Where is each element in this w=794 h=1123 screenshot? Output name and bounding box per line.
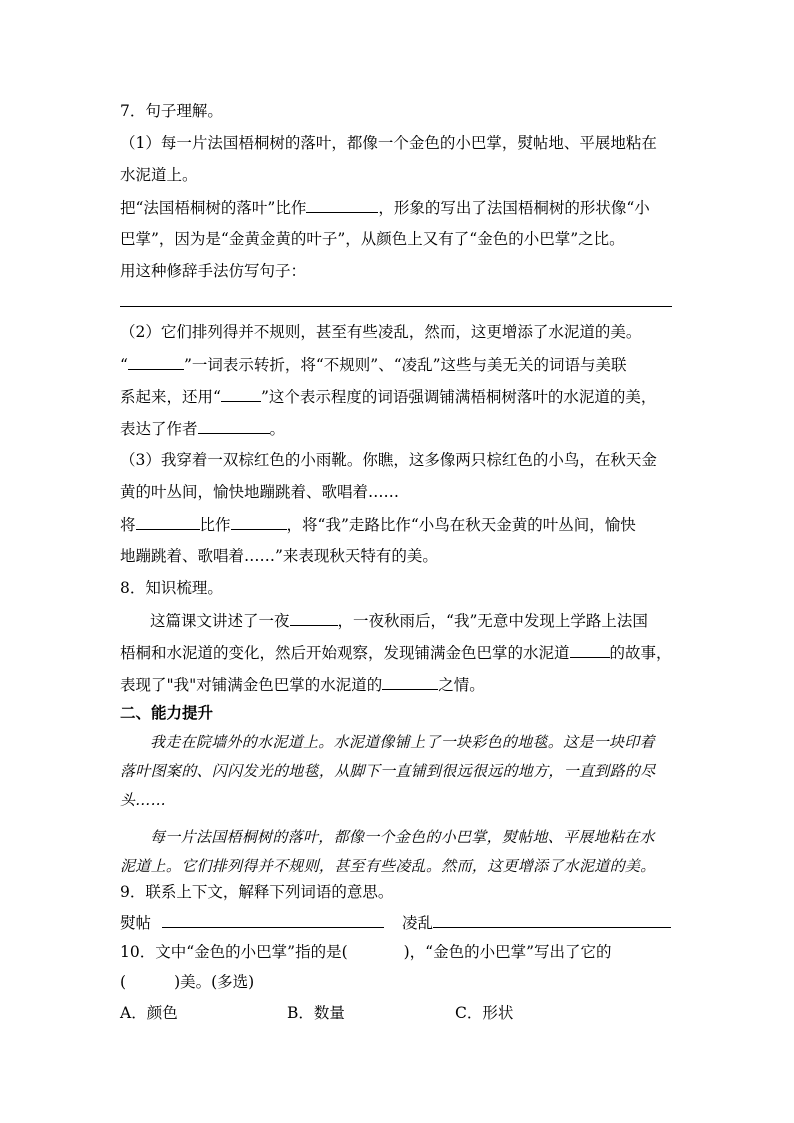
q7-s2-line4	[120, 418, 285, 439]
q9-word1-answer-line[interactable]	[162, 912, 384, 928]
q8-line3-text-b: 之情。	[438, 676, 485, 694]
q7-s3-line3-text-a: 将	[120, 516, 136, 534]
q10-line1-text-a: 10．文中“金色的小巴掌”指的是(	[120, 943, 348, 961]
q8-line1	[150, 610, 648, 631]
q8-line3-text-a: 表现了"我"对铺满金色巴掌的水泥道的	[120, 676, 383, 694]
q7-s2-line2-text-a: “	[120, 356, 128, 374]
q10-line1	[120, 942, 612, 962]
q8-blank-1[interactable]	[290, 610, 338, 626]
passage-p1-line2: 落叶图案的、闪闪发光的地毯，从脚下一直铺到很远很远的地方，一直到路的尽	[120, 762, 656, 780]
q10-line2-text-a: (	[120, 973, 127, 991]
q7-s3-blank-subject[interactable]	[136, 514, 200, 530]
q7-s2-line4-text-a: 表达了作者	[120, 420, 198, 438]
q7-s2-line1: （2）它们排列得并不规则，甚至有些凌乱，然而，这更增添了水泥道的美。	[120, 323, 642, 341]
q7-s1-line5: 用这种修辞手法仿写句子：	[120, 262, 307, 280]
q8-line2-text-a: 梧桐和水泥道的变化，然后开始观察，发现铺满金色巴掌的水泥道	[120, 644, 570, 662]
q7-answer-line[interactable]	[120, 306, 672, 307]
passage-p1-line1: 我走在院墙外的水泥道上。水泥道像铺上了一块彩色的地毯。这是一块印着	[150, 733, 655, 751]
passage-p2-line2: 泥道上。它们排列得并不规则，甚至有些凌乱。然而，这更增添了水泥道的美。	[120, 857, 656, 875]
q7-s2-line3-text-b: ”这个表示程度的词语强调铺满梧桐树落叶的水泥道的美，	[260, 388, 657, 406]
q10-line2-text-b: )美。(多选)	[174, 973, 255, 991]
q7-title: 7．句子理解。	[120, 102, 223, 120]
q8-line2-text-b: 的故事，	[609, 644, 672, 662]
q7-s3-line2: 黄的叶丛间，愉快地蹦跳着、歌唱着……	[120, 483, 400, 501]
q7-s1-line3-text-b: ，形象的写出了法国梧桐树的形状像“小	[378, 199, 650, 217]
q7-s2-blank-transition[interactable]	[128, 354, 184, 370]
q7-s1-line4: 巴掌”，因为是“金黄金黄的叶子”，从颜色上又有了“金色的小巴掌”之比。	[120, 230, 625, 248]
q7-s2-blank-degree[interactable]	[221, 386, 261, 402]
q7-s3-line1: （3）我穿着一双棕红色的小雨靴。你瞧，这多像两只棕红色的小鸟，在秋天金	[120, 451, 657, 469]
q7-s2-line2	[120, 354, 627, 375]
q10-option-a[interactable]: A．颜色	[120, 1004, 178, 1022]
q7-s1-line2: 水泥道上。	[120, 166, 198, 184]
q10-line2	[120, 972, 254, 992]
q7-s2-line3-text-a: 系起来，还用“	[120, 388, 221, 406]
q9-word2-answer-line[interactable]	[433, 912, 671, 928]
passage-p1-line3: 头……	[120, 791, 166, 809]
q9-word2-row	[402, 912, 671, 933]
q7-s3-line3-text-c: ，将“我”走路比作“小鸟在秋天金黄的叶丛间，愉快	[286, 516, 636, 534]
q7-s1-blank-metaphor[interactable]	[306, 197, 378, 213]
q7-s2-line3	[120, 386, 656, 407]
q8-line2	[120, 642, 672, 663]
q7-s2-line4-text-b: 。	[269, 420, 286, 438]
q7-s2-blank-feeling[interactable]	[198, 418, 270, 434]
q7-s1-line1: （1）每一片法国梧桐树的落叶，都像一个金色的小巴掌，熨帖地、平展地粘在	[120, 134, 657, 152]
q10-option-b[interactable]: B．数量	[287, 1004, 345, 1022]
q8-title: 8．知识梳理。	[120, 579, 223, 597]
q7-s3-line3-text-b: 比作	[199, 516, 231, 534]
q7-s2-line2-text-b: ”一词表示转折，将“不规则”、“凌乱”这些与美无关的词语与美联	[183, 356, 627, 374]
q9-word1: 熨帖	[120, 914, 152, 932]
q8-line1-text-a: 这篇课文讲述了一夜	[150, 612, 290, 630]
q7-s3-line3	[120, 514, 636, 535]
q9-word2: 凌乱	[402, 914, 434, 932]
q8-line1-text-b: ，一夜秋雨后，“我”无意中发现上学路上法国	[337, 612, 648, 630]
q10-line1-text-b: )，“金色的小巴掌”写出了它的	[403, 943, 612, 961]
q7-s1-line3-text-a: 把“法国梧桐树的落叶”比作	[120, 199, 307, 217]
q10-option-c[interactable]: C．形状	[455, 1004, 514, 1022]
q8-blank-3[interactable]	[382, 674, 438, 690]
q7-s1-line3	[120, 197, 650, 218]
q8-line3	[120, 674, 485, 695]
passage-p2-line1: 每一片法国梧桐树的落叶，都像一个金色的小巴掌，熨帖地、平展地粘在水	[150, 828, 655, 846]
q9-title: 9．联系上下文，解释下列词语的意思。	[120, 883, 394, 901]
q7-s3-line4: 地蹦跳着、歌唱着……”来表现秋天特有的美。	[120, 547, 438, 565]
q9-word1-row	[120, 912, 384, 933]
q7-s3-blank-object[interactable]	[231, 514, 287, 530]
q8-blank-2[interactable]	[570, 642, 610, 658]
section-2-title: 二、能力提升	[120, 703, 214, 722]
